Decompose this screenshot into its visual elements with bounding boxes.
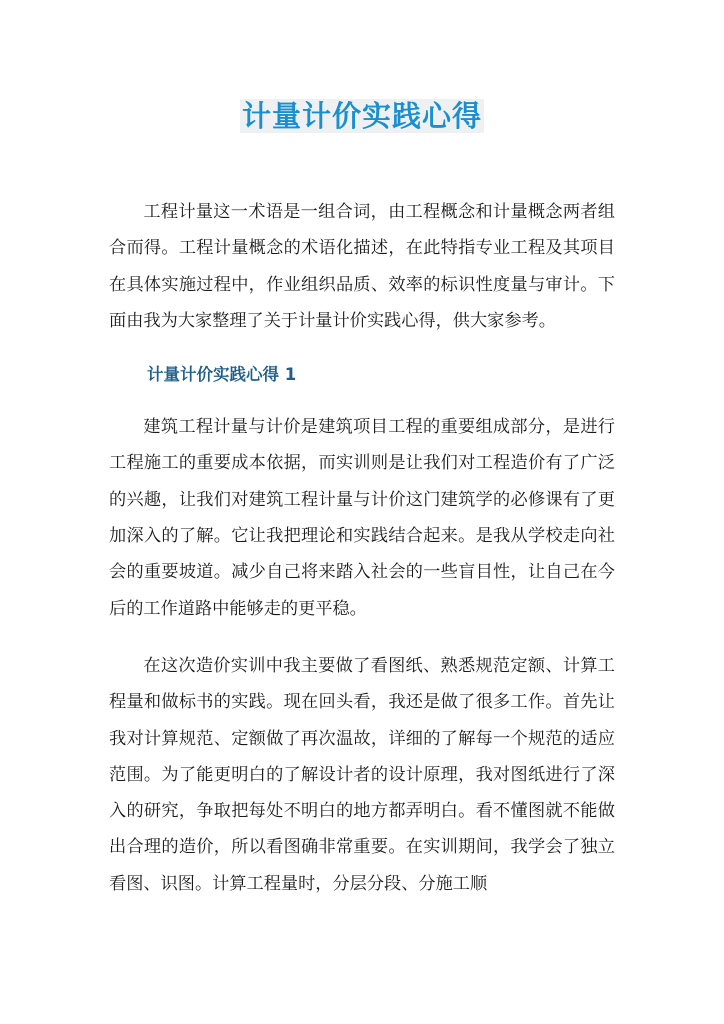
- document-title-text: 计量计价实践心得: [241, 99, 482, 133]
- section-heading: 计量计价实践心得 1: [147, 365, 297, 385]
- document-title: [0, 94, 724, 138]
- document-body: [109, 194, 615, 902]
- body-paragraph-2: 在这次造价实训中我主要做了看图纸、熟悉规范定额、计算工程量和做标书的实践。现在回头看，我还是做了很多工作。首先让我对计算规范、定额做了再次温故，详细的了解每一个规范的适应范围。为了能更明白的了解设计者的设计原理，我对图纸进行了深入的研究，争取把每处不明白的地方都弄明白。看不懂图就不能做出合理的造价，所以看图确非常重要。在实训期间，我学会了独立看图、识图。计算工程量时，分层分段、分施工顺: [109, 655, 615, 894]
- body-paragraph-1: 建筑工程计量与计价是建筑项目工程的重要组成部分，是进行工程施工的重要成本依据，而实训则是让我们对工程造价有了广泛的兴趣，让我们对建筑工程计量与计价这门建筑学的必修课有了更加深入的了解。它让我把理论和实践结合起来。是我从学校走向社会的重要坡道。减少自己将来踏入社会的一些盲目性，让自己在今后的工作道路中能够走的更平稳。: [109, 417, 615, 619]
- intro-paragraph: 工程计量这一术语是一组合词，由工程概念和计量概念两者组合而得。工程计量概念的术语化描述，在此特指专业工程及其项目在具体实施过程中，作业组织品质、效率的标识性度量与审计。下面由我为大家整理了关于计量计价实践心得，供大家参考。: [109, 202, 615, 331]
